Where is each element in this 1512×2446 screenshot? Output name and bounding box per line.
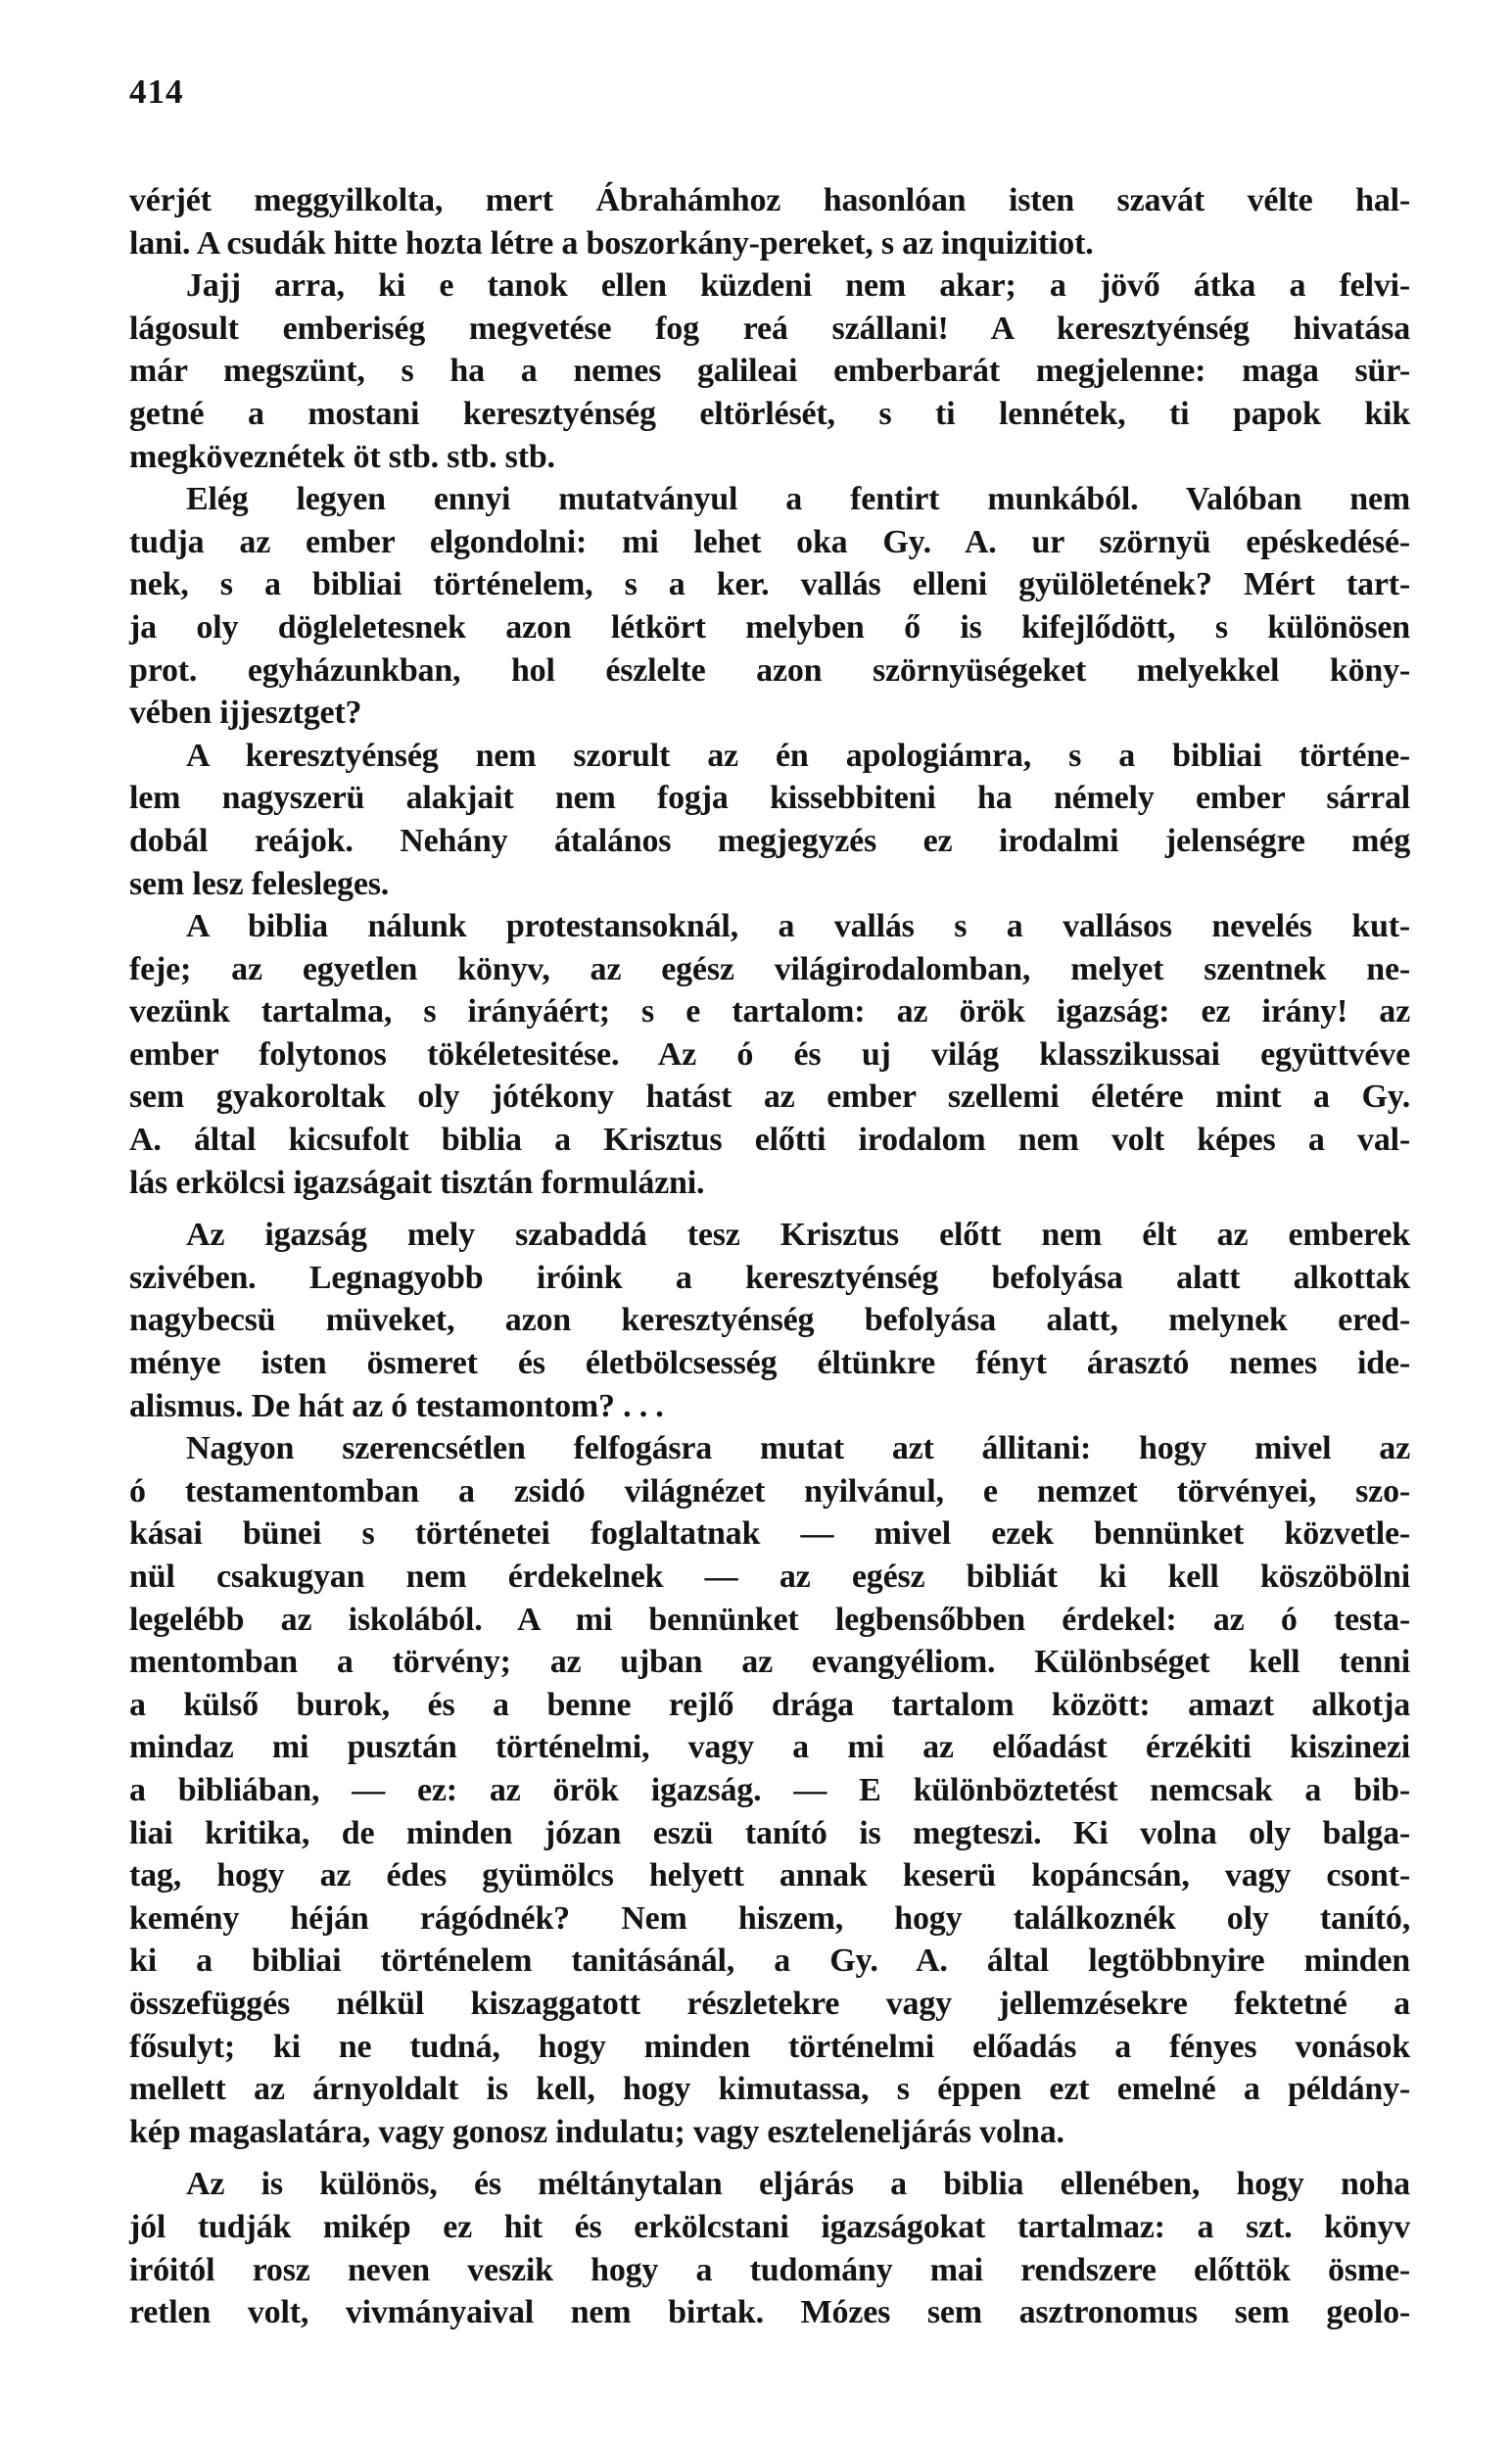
paragraph [129, 478, 1410, 735]
text-line: alismus. De hát az ó testamontom? . . . [129, 1387, 664, 1424]
text-line: lás erkölcsi igazságait tisztán formulázni. [129, 1164, 705, 1201]
text-line: legelébb az iskolából. A mi bennünket legbensőbben érdekel: az ó testa- [129, 1601, 1410, 1638]
text-line: mentomban a törvény; az ujban az evangyéliom. Különbséget kell tenni [129, 1644, 1410, 1681]
text-line: feje; az egyetlen könyv, az egész világirodalomban, melyet szentnek ne- [129, 950, 1410, 987]
text-line: sem lesz felesleges. [129, 865, 390, 902]
text-line: tag, hogy az édes gyümölcs helyett annak keserü kopáncsán, vagy csont- [129, 1857, 1410, 1894]
paragraph [129, 735, 1410, 905]
text-line: ó testamentomban a zsidó világnézet nyilvánul, e nemzet törvényei, szo- [129, 1472, 1410, 1510]
paragraph [129, 2163, 1410, 2333]
text-line: vezünk tartalma, s irányáért; s e tartalom: az örök igazság: ez irány! az [129, 993, 1410, 1031]
text-line: ki a bibliai történelem tanitásánál, a Gy. A. által legtöbbnyire minden [129, 1942, 1410, 1980]
text-line: Az igazság mely szabaddá tesz Krisztus előtt nem élt az emberek [186, 1217, 1410, 1254]
text-line: Jajj arra, ki e tanok ellen küzdeni nem akar; a jövő átka a felvi- [186, 267, 1410, 305]
text-line: lem nagyszerü alakjait nem fogja kissebbiteni ha némely ember sárral [129, 780, 1410, 817]
text-line: sem gyakoroltak oly jótékony hatást az ember szellemi életére mint a Gy. [129, 1079, 1410, 1116]
text-line: már megszünt, s ha a nemes galileai emberbarát megjelenne: maga sür- [129, 353, 1410, 390]
text-line: A keresztyénség nem szorult az én apologiámra, s a bibliai történe- [186, 737, 1410, 774]
text-line: nül csakugyan nem érdekelnek — az egész bibliát ki kell köszöbölni [129, 1559, 1410, 1595]
text-line: A. által kicsufolt biblia a Krisztus előtti irodalom nem volt képes a val- [129, 1122, 1410, 1159]
text-line: kásai bünei s történetei foglaltatnak — mivel ezek bennünket közvetle- [129, 1515, 1410, 1553]
text-line: a bibliában, — ez: az örök igazság. — E különböztetést nemcsak a bib- [129, 1771, 1410, 1808]
text-line: retlen volt, vivmányaival nem birtak. Mózes sem asztronomus sem geolo- [129, 2294, 1410, 2331]
text-line: kemény héján rágódnék? Nem hiszem, hogy találkoznék oly tanító, [129, 1899, 1410, 1937]
body-text [129, 179, 1410, 2334]
text-line: tudja az ember elgondolni: mi lehet oka Gy. A. ur szörnyü epéskedésé- [129, 523, 1410, 560]
text-line: mellett az árnyoldalt is kell, hogy kimutassa, s éppen ezt emelné a példány- [129, 2071, 1410, 2108]
text-line: prot. egyházunkban, hol észlelte azon szörnyüségeket melyekkel köny- [129, 651, 1410, 689]
text-line: mindaz mi pusztán történelmi, vagy a mi az előadást érzékiti kiszinezi [129, 1729, 1410, 1766]
paragraph [129, 1214, 1410, 1427]
text-line: Nagyon szerencsétlen felfogásra mutat azt állitani: hogy mivel az [186, 1430, 1410, 1467]
text-line: A biblia nálunk protestansoknál, a vallás s a vallásos nevelés kut- [186, 908, 1410, 945]
text-line: liai kritika, de minden józan eszü tanító is megteszi. Ki volna oly balga- [129, 1814, 1410, 1851]
text-line: Elég legyen ennyi mutatványul a fentirt munkából. Valóban nem [186, 481, 1410, 518]
text-line: ménye isten ösmeret és életbölcsesség éltünkre fényt árasztó nemes ide- [129, 1345, 1410, 1382]
text-line: összefüggés nélkül kiszaggatott részletekre vagy jellemzésekre fektetné a [129, 1985, 1410, 2022]
text-line: dobál reájok. Nehány átalános megjegyzés ez irodalmi jelenségre még [129, 822, 1410, 859]
text-line: getné a mostani keresztyénség eltörlését, s ti lennétek, ti papok kik [129, 395, 1410, 432]
text-line: Az is különös, és méltánytalan eljárás a biblia ellenében, hogy noha [186, 2166, 1410, 2203]
text-line: vében ijjesztget? [129, 695, 362, 732]
paragraph [129, 264, 1410, 478]
text-line: lágosult emberiség megvetése fog reá szállani! A keresztyénség hivatása [129, 310, 1410, 347]
text-line: megköveznétek öt stb. stb. stb. [129, 438, 555, 475]
text-line: iróitól rosz neven veszik hogy a tudomány mai rendszere előttök ösme- [129, 2251, 1410, 2288]
text-line: ember folytonos tökéletesitése. Az ó és uj világ klasszikussai együttvéve [129, 1035, 1410, 1073]
text-line: fősulyt; ki ne tudná, hogy minden történelmi előadás a fényes vonások [129, 2028, 1410, 2065]
text-line: nek, s a bibliai történelem, s a ker. vallás elleni gyülöletének? Mért tart- [129, 566, 1410, 603]
page-number: 414 [129, 72, 184, 111]
text-line: kép magaslatára, vagy gonosz indulatu; vagy eszteleneljárás volna. [129, 2113, 1064, 2150]
text-line: nagybecsü müveket, azon keresztyénség befolyása alatt, melynek ered- [129, 1302, 1410, 1339]
paragraph [129, 905, 1410, 1204]
paragraph [129, 179, 1410, 264]
text-line: vérjét meggyilkolta, mert Ábrahámhoz hasonlóan isten szavát vélte hal- [129, 182, 1410, 218]
text-line: lani. A csudák hitte hozta létre a boszorkány-pereket, s az inquizitiot. [129, 224, 1094, 262]
text-line: a külső burok, és a benne rejlő drága tartalom között: amazt alkotja [129, 1686, 1410, 1723]
text-line: szivében. Legnagyobb iróink a keresztyénség befolyása alatt alkottak [129, 1259, 1410, 1296]
paragraph [129, 1427, 1410, 2153]
text-line: ja oly dögleletesnek azon létkört melyben ő is kifejlődött, s különösen [129, 608, 1410, 646]
text-line: jól tudják mikép ez hit és erkölcstani igazságokat tartalmaz: a szt. könyv [129, 2208, 1410, 2245]
